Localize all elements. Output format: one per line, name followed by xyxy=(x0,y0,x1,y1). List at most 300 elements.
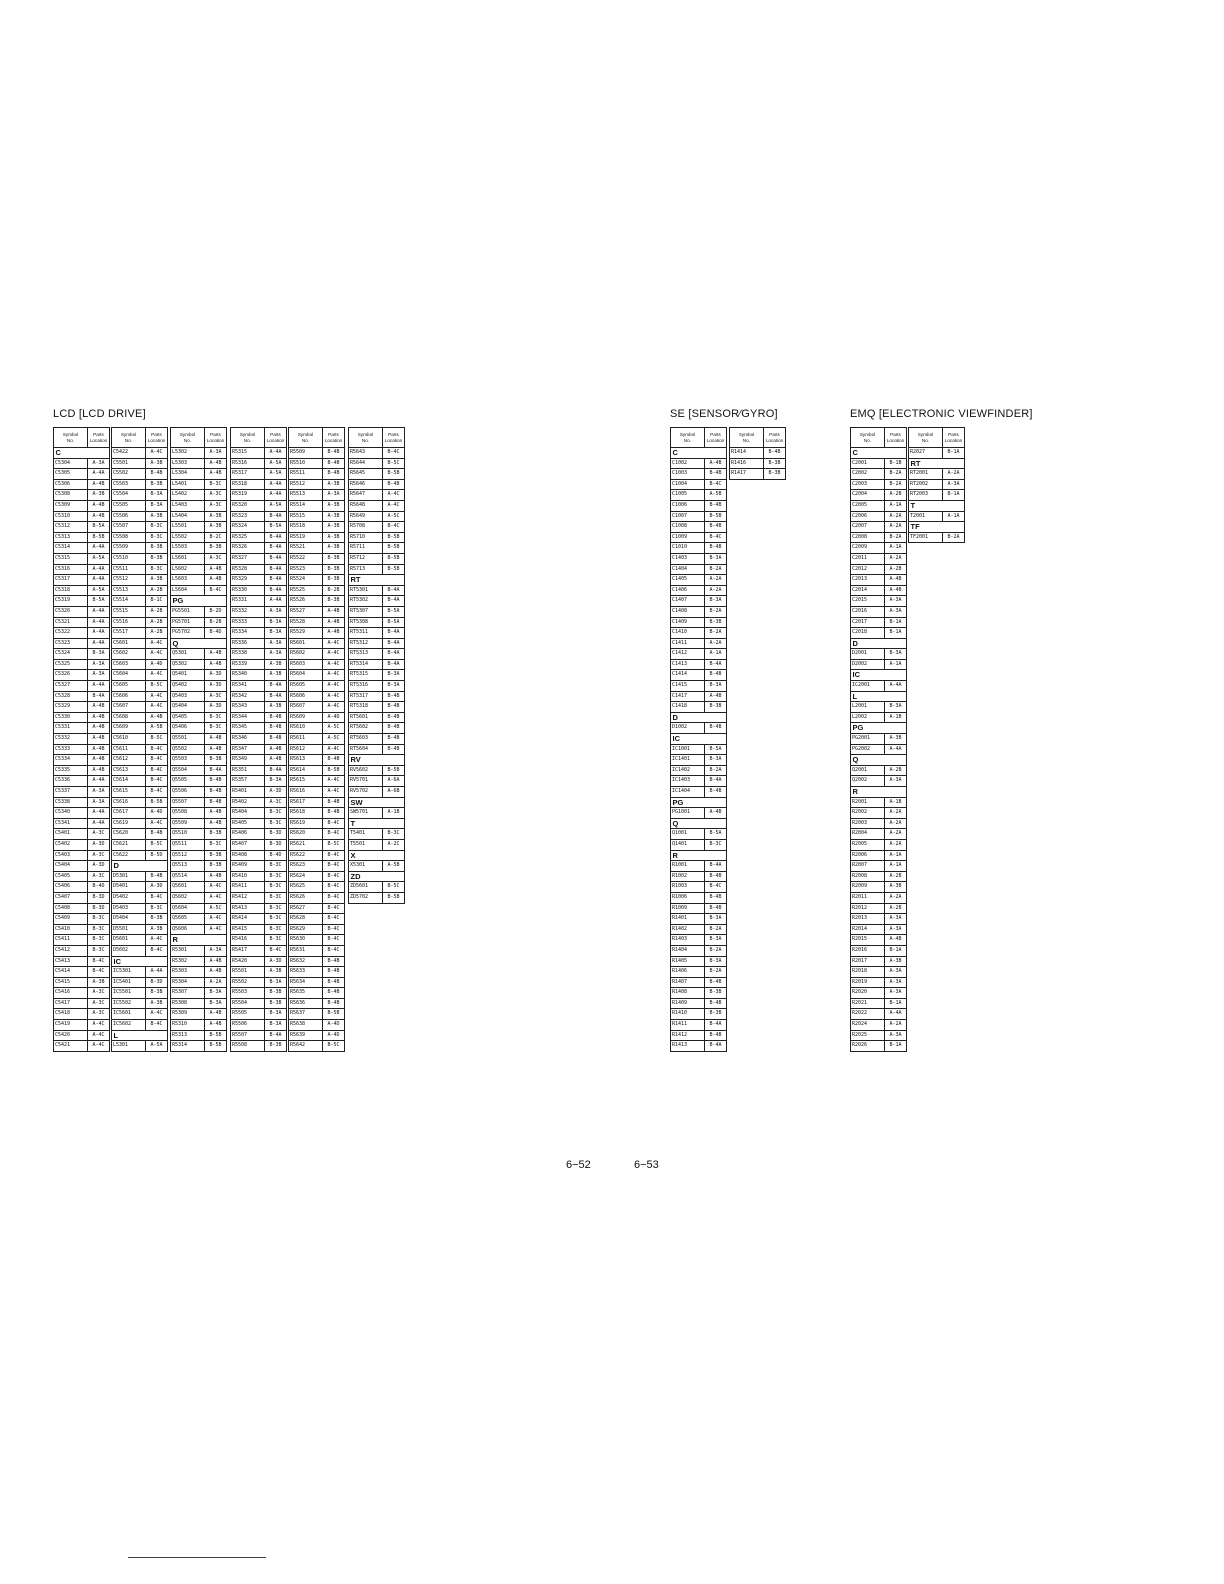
location-cell: A-3B xyxy=(323,500,345,511)
table-row xyxy=(54,585,110,596)
table-row xyxy=(851,956,907,967)
location-cell: B-5B xyxy=(383,564,405,575)
location-cell: A-3B xyxy=(146,924,168,935)
group-header-row xyxy=(851,638,907,649)
location-cell: A-4B xyxy=(265,744,287,755)
symbol-cell: R5609 xyxy=(289,712,323,723)
table-row xyxy=(54,649,110,660)
location-cell: B-3C xyxy=(205,723,227,734)
table-row xyxy=(851,818,907,829)
location-cell: B-4A xyxy=(383,596,405,607)
symbol-cell: R5649 xyxy=(349,511,383,522)
table-row xyxy=(671,998,727,1009)
symbol-cell: RT5313 xyxy=(349,649,383,660)
table-row xyxy=(851,924,907,935)
location-cell: B-5B xyxy=(205,1030,227,1041)
symbol-cell: R5623 xyxy=(289,861,323,872)
table-row xyxy=(54,787,110,798)
location-cell: A-4A xyxy=(885,1009,907,1020)
table-row xyxy=(54,659,110,670)
table-row xyxy=(289,543,345,554)
table-row xyxy=(289,935,345,946)
location-cell: B-3C xyxy=(265,924,287,935)
symbol-cell: C5309 xyxy=(54,500,88,511)
symbol-cell: C5508 xyxy=(112,532,146,543)
table-row xyxy=(171,575,227,586)
symbol-cell: L5502 xyxy=(171,532,205,543)
table-row xyxy=(671,871,727,882)
symbol-cell: R2019 xyxy=(851,977,885,988)
location-cell: A-3B xyxy=(265,659,287,670)
symbol-cell: C1413 xyxy=(671,659,705,670)
group-header-row xyxy=(909,458,965,469)
table-row xyxy=(54,575,110,586)
symbol-cell: C5326 xyxy=(54,670,88,681)
location-cell: B-4A xyxy=(265,765,287,776)
location-cell: A-4C xyxy=(146,691,168,702)
location-cell: B-4B xyxy=(323,977,345,988)
symbol-cell: RT5302 xyxy=(349,596,383,607)
location-cell: B-4A xyxy=(205,765,227,776)
symbol-cell: R5318 xyxy=(231,479,265,490)
symbol-cell: R5308 xyxy=(171,998,205,1009)
location-cell: B-5B xyxy=(383,543,405,554)
symbol-cell: IC5502 xyxy=(112,998,146,1009)
symbol-cell: C5605 xyxy=(112,681,146,692)
table-row xyxy=(54,553,110,564)
table-row xyxy=(851,776,907,787)
symbol-cell: C5324 xyxy=(54,649,88,660)
symbol-cell: R2022 xyxy=(851,1009,885,1020)
table-row xyxy=(171,903,227,914)
location-cell: B-3A xyxy=(265,977,287,988)
symbol-cell: C2009 xyxy=(851,543,885,554)
symbol-cell: R5644 xyxy=(349,458,383,469)
table-row xyxy=(54,511,110,522)
location-cell: A-5B xyxy=(146,723,168,734)
location-cell: B-4B xyxy=(705,903,727,914)
table-row xyxy=(289,797,345,808)
location-cell: B-5B xyxy=(88,532,110,543)
symbol-cell: D5601 xyxy=(112,935,146,946)
symbol-cell: R5320 xyxy=(231,500,265,511)
table-row xyxy=(171,1041,227,1052)
location-cell: A-3A xyxy=(885,924,907,935)
table-row xyxy=(349,458,405,469)
table-row xyxy=(289,967,345,978)
symbol-cell: RT5311 xyxy=(349,628,383,639)
location-cell: B-4B xyxy=(383,712,405,723)
table-row xyxy=(289,448,345,459)
location-cell: A-4B xyxy=(885,935,907,946)
table-row xyxy=(171,712,227,723)
table-row xyxy=(112,458,168,469)
symbol-cell: R5405 xyxy=(231,818,265,829)
location-cell: B-3A xyxy=(705,914,727,925)
symbol-cell: IC2001 xyxy=(851,681,885,692)
symbol-cell: C5321 xyxy=(54,617,88,628)
table-row xyxy=(231,818,287,829)
table-row xyxy=(171,839,227,850)
table-row xyxy=(851,500,907,511)
symbol-cell: C1010 xyxy=(671,543,705,554)
parts-table-column xyxy=(53,427,110,1052)
location-cell: A-3D xyxy=(205,702,227,713)
table-row xyxy=(231,606,287,617)
symbol-cell: Q5509 xyxy=(171,818,205,829)
table-row xyxy=(289,681,345,692)
location-cell: B-3B xyxy=(705,702,727,713)
symbol-cell: C5507 xyxy=(112,522,146,533)
table-row xyxy=(171,787,227,798)
table-row xyxy=(171,522,227,533)
location-cell: B-3B xyxy=(265,998,287,1009)
table-row xyxy=(671,1009,727,1020)
location-cell: B-3B xyxy=(265,988,287,999)
symbol-cell: PG1001 xyxy=(671,808,705,819)
table-row xyxy=(171,585,227,596)
table-row xyxy=(851,681,907,692)
table-row xyxy=(671,882,727,893)
table-row xyxy=(289,850,345,861)
symbol-cell: R5503 xyxy=(231,988,265,999)
location-cell: A-4C xyxy=(383,490,405,501)
group-label: RV xyxy=(349,755,405,766)
table-row xyxy=(289,617,345,628)
location-cell: B-4B xyxy=(705,500,727,511)
location-cell: B-4C xyxy=(383,448,405,459)
location-cell: B-2C xyxy=(205,532,227,543)
table-row xyxy=(851,628,907,639)
table-row xyxy=(349,511,405,522)
table-row xyxy=(54,871,110,882)
location-cell: B-4B xyxy=(323,755,345,766)
table-row xyxy=(231,839,287,850)
table-row xyxy=(112,988,168,999)
symbol-cell: R5301 xyxy=(171,945,205,956)
table-header-row xyxy=(231,428,287,448)
location-cell: A-4B xyxy=(205,458,227,469)
location-cell: B-4C xyxy=(146,892,168,903)
table-row xyxy=(171,861,227,872)
symbol-cell: R5631 xyxy=(289,945,323,956)
table-row xyxy=(671,553,727,564)
location-cell: B-4B xyxy=(383,702,405,713)
location-cell: A-4D xyxy=(146,659,168,670)
symbol-cell: L5302 xyxy=(171,448,205,459)
symbol-cell: C5325 xyxy=(54,659,88,670)
table-row xyxy=(231,924,287,935)
location-cell: A-3B xyxy=(265,670,287,681)
table-header-row xyxy=(289,428,345,448)
location-cell: B-4B xyxy=(383,723,405,734)
location-cell: B-5A xyxy=(705,829,727,840)
location-cell: A-3B xyxy=(323,479,345,490)
table-row xyxy=(671,585,727,596)
symbol-cell: C5620 xyxy=(112,829,146,840)
parts-table-column xyxy=(908,427,965,543)
table-header-row xyxy=(54,428,110,448)
symbol-cell: R5515 xyxy=(289,511,323,522)
symbol-cell: R5327 xyxy=(231,553,265,564)
table-row xyxy=(289,532,345,543)
location-cell: B-5C xyxy=(146,681,168,692)
table-row xyxy=(671,839,727,850)
table-row xyxy=(54,903,110,914)
location-cell: A-6A xyxy=(383,776,405,787)
location-cell: A-4B xyxy=(705,458,727,469)
table-row xyxy=(671,702,727,713)
table-row xyxy=(851,882,907,893)
table-row xyxy=(909,532,965,543)
location-cell: B-4A xyxy=(265,691,287,702)
symbol-cell: Q5403 xyxy=(171,691,205,702)
location-cell: A-4B xyxy=(205,575,227,586)
location-cell: A-4B xyxy=(88,500,110,511)
table-row xyxy=(671,596,727,607)
table-row xyxy=(112,606,168,617)
symbol-cell: C1414 xyxy=(671,670,705,681)
table-row xyxy=(289,511,345,522)
location-cell: B-3A xyxy=(265,1009,287,1020)
group-header-row xyxy=(349,818,405,829)
location-cell: B-4B xyxy=(705,469,727,480)
table-row xyxy=(112,522,168,533)
symbol-cell: R5622 xyxy=(289,850,323,861)
symbol-cell: R5610 xyxy=(289,723,323,734)
location-cell: A-4B xyxy=(323,628,345,639)
location-cell: A-5B xyxy=(705,490,727,501)
parts-table xyxy=(230,427,287,1052)
location-cell: B-4B xyxy=(205,787,227,798)
header-parts-location: Parts Location xyxy=(146,428,168,448)
location-cell: A-2A xyxy=(705,638,727,649)
symbol-cell: R2007 xyxy=(851,861,885,872)
symbol-cell: C5515 xyxy=(112,606,146,617)
location-cell: B-4C xyxy=(323,892,345,903)
table-row xyxy=(289,691,345,702)
header-symbol-no: Symbol No. xyxy=(851,428,885,448)
symbol-cell: D2002 xyxy=(851,659,885,670)
symbol-cell: C1411 xyxy=(671,638,705,649)
symbol-cell: R1001 xyxy=(671,861,705,872)
table-row xyxy=(671,1020,727,1031)
location-cell: B-3C xyxy=(88,935,110,946)
symbol-cell: R5345 xyxy=(231,723,265,734)
table-row xyxy=(851,945,907,956)
symbol-cell: R5507 xyxy=(231,1030,265,1041)
table-row xyxy=(112,1041,168,1052)
table-row xyxy=(289,829,345,840)
table-row xyxy=(54,850,110,861)
location-cell: B-3B xyxy=(764,458,786,469)
symbol-cell: C5604 xyxy=(112,670,146,681)
symbol-cell: C1406 xyxy=(671,585,705,596)
table-row xyxy=(112,882,168,893)
parts-table xyxy=(670,427,727,1052)
symbol-cell: R5336 xyxy=(231,638,265,649)
symbol-cell: Q5301 xyxy=(171,649,205,660)
symbol-cell: RT5603 xyxy=(349,734,383,745)
table-row xyxy=(112,659,168,670)
symbol-cell: ZD5601 xyxy=(349,882,383,893)
location-cell: A-3A xyxy=(265,606,287,617)
location-cell: B-4B xyxy=(764,448,786,459)
location-cell: B-3A xyxy=(265,628,287,639)
location-cell: A-3C xyxy=(205,500,227,511)
symbol-cell: C5610 xyxy=(112,734,146,745)
symbol-cell: R5617 xyxy=(289,797,323,808)
table-row xyxy=(349,808,405,819)
location-cell: B-4D xyxy=(88,882,110,893)
location-cell: B-4C xyxy=(323,829,345,840)
table-row xyxy=(231,892,287,903)
table-row xyxy=(112,945,168,956)
symbol-cell: ZD5702 xyxy=(349,892,383,903)
location-cell: A-4A xyxy=(885,681,907,692)
table-row xyxy=(54,712,110,723)
location-cell: B-4B xyxy=(705,998,727,1009)
table-row xyxy=(349,734,405,745)
symbol-cell: C5412 xyxy=(54,945,88,956)
location-cell: A-4A xyxy=(88,638,110,649)
location-cell: A-3A xyxy=(88,797,110,808)
header-symbol-no: Symbol No. xyxy=(289,428,323,448)
location-cell: A-3C xyxy=(88,829,110,840)
table-row xyxy=(289,945,345,956)
location-cell: B-3A xyxy=(705,935,727,946)
table-row xyxy=(671,829,727,840)
symbol-cell: C5501 xyxy=(112,458,146,469)
table-row xyxy=(289,723,345,734)
table-row xyxy=(231,702,287,713)
symbol-cell: C5607 xyxy=(112,702,146,713)
symbol-cell: R5333 xyxy=(231,617,265,628)
group-header-row xyxy=(671,734,727,745)
location-cell: A-5C xyxy=(383,511,405,522)
location-cell: A-3B xyxy=(88,977,110,988)
table-row xyxy=(112,575,168,586)
symbol-cell: R5309 xyxy=(171,1009,205,1020)
symbol-cell: Q5504 xyxy=(171,765,205,776)
symbol-cell: R5511 xyxy=(289,469,323,480)
table-row xyxy=(851,1041,907,1052)
symbol-cell: R5404 xyxy=(231,808,265,819)
location-cell: A-4C xyxy=(146,818,168,829)
symbol-cell: C5304 xyxy=(54,458,88,469)
table-row xyxy=(289,755,345,766)
symbol-cell: L5304 xyxy=(171,469,205,480)
location-cell: B-3B xyxy=(205,829,227,840)
table-row xyxy=(171,734,227,745)
location-cell: B-4C xyxy=(323,818,345,829)
symbol-cell: C2004 xyxy=(851,490,885,501)
table-row xyxy=(851,712,907,723)
location-cell: A-3B xyxy=(323,532,345,543)
location-cell: A-3D xyxy=(146,882,168,893)
symbol-cell: R1407 xyxy=(671,977,705,988)
group-header-row xyxy=(671,712,727,723)
location-cell: B-4B xyxy=(205,797,227,808)
location-cell: A-2A xyxy=(705,575,727,586)
group-label: D xyxy=(851,638,907,649)
symbol-cell: R5607 xyxy=(289,702,323,713)
symbol-cell: C5331 xyxy=(54,723,88,734)
table-row xyxy=(54,734,110,745)
table-row xyxy=(171,924,227,935)
table-row xyxy=(671,945,727,956)
symbol-cell: C5327 xyxy=(54,681,88,692)
table-row xyxy=(171,670,227,681)
table-row xyxy=(671,755,727,766)
table-row xyxy=(730,469,786,480)
location-cell: A-1A xyxy=(885,500,907,511)
location-cell: B-3C xyxy=(205,839,227,850)
symbol-cell: R5344 xyxy=(231,712,265,723)
parts-table-column xyxy=(348,427,405,904)
location-cell: B-4A xyxy=(265,575,287,586)
symbol-cell: C5505 xyxy=(112,500,146,511)
table-row xyxy=(349,606,405,617)
table-row xyxy=(289,490,345,501)
table-row xyxy=(851,511,907,522)
location-cell: B-4B xyxy=(705,543,727,554)
symbol-cell: C5503 xyxy=(112,479,146,490)
header-symbol-no: Symbol No. xyxy=(671,428,705,448)
table-row xyxy=(231,564,287,575)
symbol-cell: Q5506 xyxy=(171,787,205,798)
location-cell: A-4B xyxy=(88,755,110,766)
symbol-cell: D5602 xyxy=(112,945,146,956)
symbol-cell: C5602 xyxy=(112,649,146,660)
symbol-cell: R5414 xyxy=(231,914,265,925)
table-row xyxy=(54,617,110,628)
location-cell: A-3A xyxy=(885,1030,907,1041)
table-row xyxy=(289,1041,345,1052)
symbol-cell: C1410 xyxy=(671,628,705,639)
symbol-cell: R5349 xyxy=(231,755,265,766)
symbol-cell: R5346 xyxy=(231,734,265,745)
location-cell: B-2A xyxy=(885,479,907,490)
table-row xyxy=(349,776,405,787)
table-row xyxy=(112,638,168,649)
table-header-row xyxy=(349,428,405,448)
location-cell: B-5C xyxy=(383,458,405,469)
location-cell: B-4B xyxy=(323,998,345,1009)
symbol-cell: C5320 xyxy=(54,606,88,617)
symbol-cell: R5621 xyxy=(289,839,323,850)
table-row xyxy=(851,543,907,554)
location-cell: B-4C xyxy=(88,967,110,978)
symbol-cell: L5501 xyxy=(171,522,205,533)
table-row xyxy=(231,998,287,1009)
location-cell: A-3B xyxy=(205,522,227,533)
group-label: L xyxy=(851,691,907,702)
location-cell: A-3B xyxy=(265,702,287,713)
table-header-row xyxy=(851,428,907,448)
table-row xyxy=(289,765,345,776)
location-cell: A-1B xyxy=(885,797,907,808)
symbol-cell: IC1001 xyxy=(671,744,705,755)
table-row xyxy=(54,596,110,607)
location-cell: A-3A xyxy=(88,787,110,798)
table-row xyxy=(289,500,345,511)
location-cell: B-3C xyxy=(265,808,287,819)
table-row xyxy=(171,998,227,1009)
table-row xyxy=(671,723,727,734)
page-number-right: 6−53 xyxy=(634,1159,659,1171)
location-cell: A-4A xyxy=(88,808,110,819)
